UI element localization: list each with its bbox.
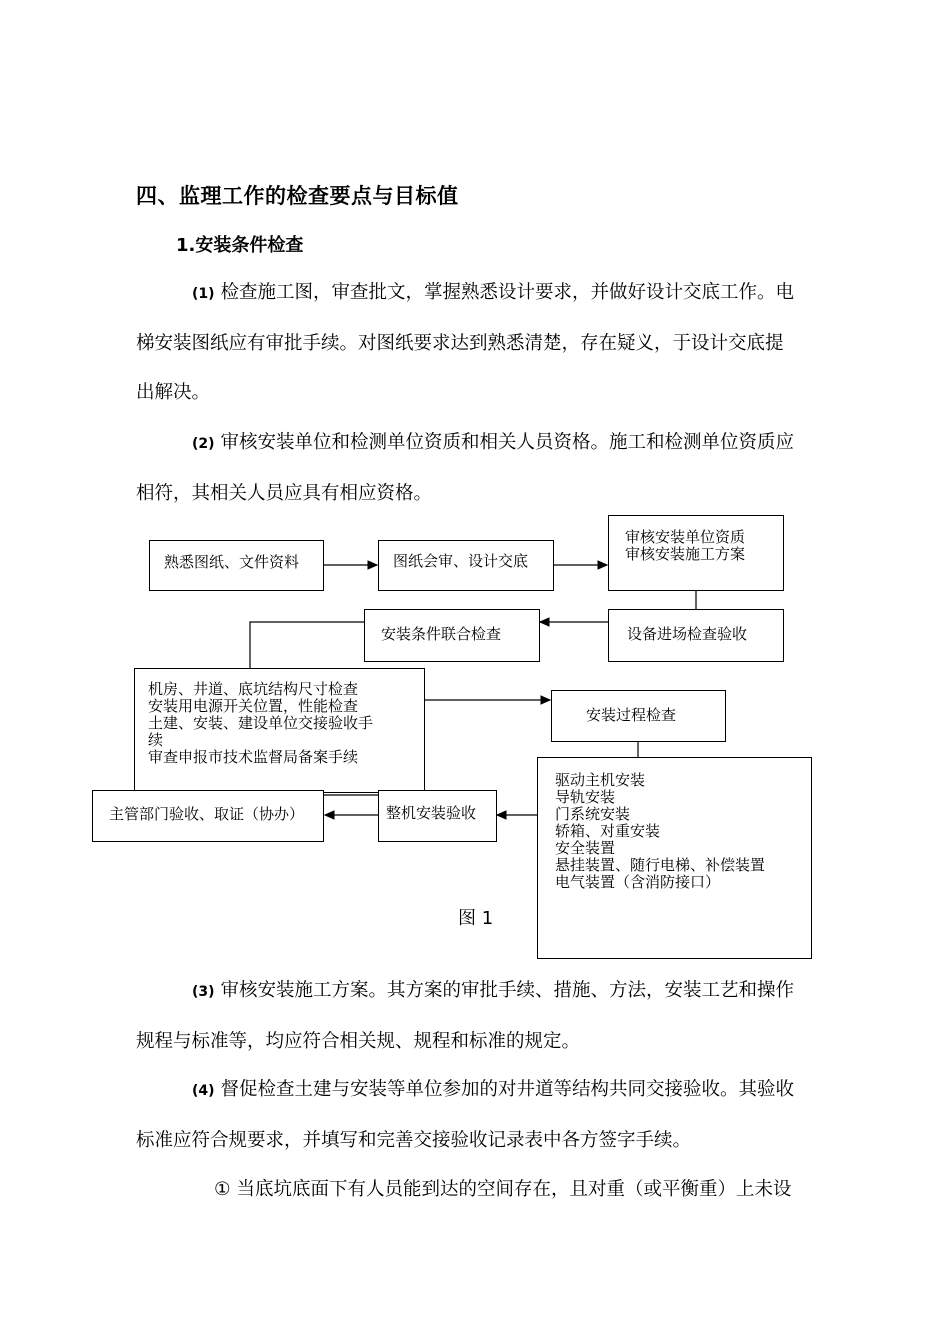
paragraph-5 bbox=[136, 1165, 816, 1214]
flow-box-label: 续 bbox=[148, 731, 164, 749]
flow-box-installation-items bbox=[537, 757, 812, 959]
flow-box-label: 土建、安装、建设单位交接验收手 bbox=[148, 714, 374, 732]
flow-box-label: 审核安装施工方案 bbox=[625, 545, 746, 563]
flow-box-site-checks bbox=[134, 668, 425, 793]
paragraph-line: 审核安装施工方案。其方案的审批手续、措施、方法，安装工艺和操作 bbox=[220, 980, 794, 1001]
flow-box-label: 安装条件联合检查 bbox=[381, 625, 502, 643]
paragraph-line: 审核安装单位和检测单位资质和相关人员资格。施工和检测单位资质应 bbox=[220, 432, 794, 453]
subsection-heading: 1.安装条件检查 bbox=[176, 235, 304, 256]
flow-box-label: 设备进场检查验收 bbox=[627, 625, 748, 643]
flow-box-label: 电气装置（含消防接口） bbox=[555, 873, 721, 891]
flow-box-label: 安全装置 bbox=[555, 839, 616, 857]
paragraph-line: 督促检查土建与安装等单位参加的对井道等结构共同交接验收。其验收 bbox=[220, 1079, 794, 1100]
item-number: (1) bbox=[192, 286, 215, 302]
flow-box-label: 安装用电源开关位置，性能检查 bbox=[148, 697, 359, 715]
item-number: (4) bbox=[192, 1083, 215, 1099]
paragraph-line: 规程与标准等，均应符合相关规、规程和标准的规定。 bbox=[136, 1031, 581, 1052]
flow-box-label: 审核安装单位资质 bbox=[625, 528, 746, 546]
section-heading: 四、监理工作的检查要点与目标值 bbox=[136, 184, 459, 208]
flow-box-review-drawings bbox=[149, 540, 324, 591]
flow-box-label: 悬挂装置、随行电梯、补偿装置 bbox=[555, 856, 766, 874]
paragraph-line: 检查施工图，审查批文，掌握熟悉设计要求，并做好设计交底工作。电 bbox=[220, 282, 794, 303]
flow-box-label: 门系统安装 bbox=[555, 805, 631, 823]
paragraph-line: 出解决。 bbox=[136, 382, 211, 403]
flow-box-equipment-inspection bbox=[608, 609, 784, 662]
flow-box-label: 整机安装验收 bbox=[386, 804, 477, 822]
flow-box-final-acceptance bbox=[378, 790, 497, 842]
flow-box-process-inspection bbox=[551, 690, 726, 742]
flow-box-label: 主管部门验收、取证（协办） bbox=[109, 805, 305, 823]
paragraph-3 bbox=[136, 966, 816, 1066]
figure-caption: 图 1 bbox=[458, 908, 494, 929]
flow-box-qualification-review bbox=[608, 515, 784, 591]
flow-box-label: 审查申报市技术监督局备案手续 bbox=[148, 748, 359, 766]
flow-box-authority-acceptance bbox=[92, 790, 324, 842]
item-number: (2) bbox=[192, 436, 215, 452]
flow-box-label: 图纸会审、设计交底 bbox=[393, 552, 529, 570]
paragraph-line: 相符，其相关人员应具有相应资格。 bbox=[136, 483, 433, 504]
flow-box-label: 机房、井道、底坑结构尺寸检查 bbox=[148, 680, 359, 698]
item-number: (3) bbox=[192, 984, 215, 1000]
flow-box-label: 驱动主机安装 bbox=[555, 771, 646, 789]
flow-box-label: 熟悉图纸、文件资料 bbox=[164, 553, 300, 571]
paragraph-4 bbox=[136, 1065, 816, 1165]
flow-box-label: 导轨安装 bbox=[555, 788, 616, 806]
paragraph-line: 标准应符合规要求，并填写和完善交接验收记录表中各方签字手续。 bbox=[136, 1130, 692, 1151]
flow-box-label: 安装过程检查 bbox=[586, 706, 677, 724]
flow-box-design-review bbox=[378, 540, 554, 591]
flow-box-joint-inspection bbox=[364, 609, 540, 662]
flow-box-label: 轿箱、对重安装 bbox=[555, 822, 661, 840]
paragraph-line: 梯安装图纸应有审批手续。对图纸要求达到熟悉清楚，存在疑义，于设计交底提 bbox=[136, 333, 784, 354]
paragraph-line: ① 当底坑底面下有人员能到达的空间存在，且对重（或平衡重）上未设 bbox=[214, 1179, 792, 1200]
